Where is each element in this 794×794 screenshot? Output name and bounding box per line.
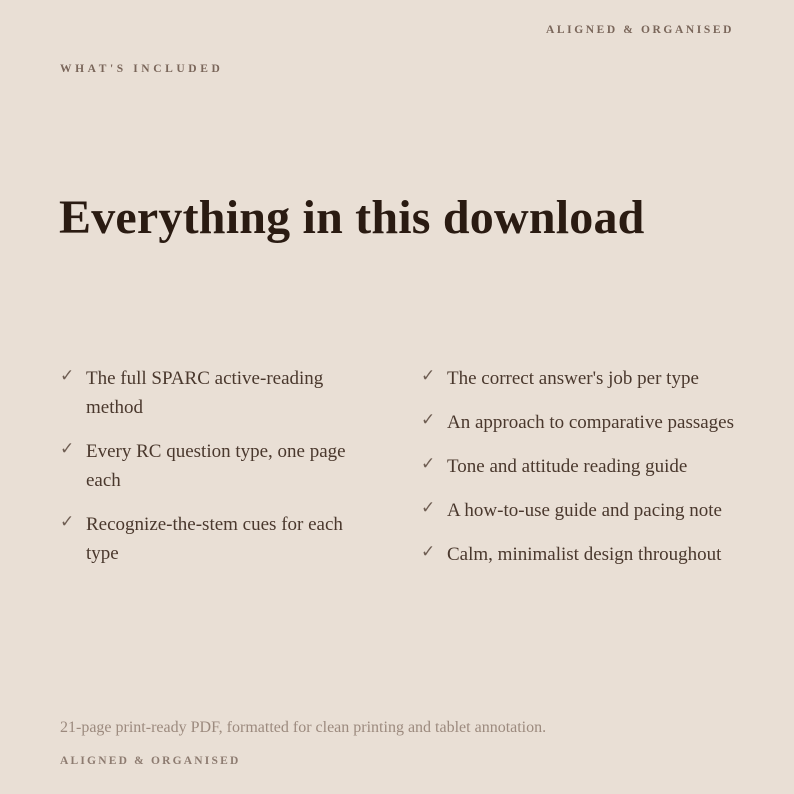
check-icon: ✓ [421, 454, 436, 474]
list-item [60, 437, 360, 495]
list-item [60, 364, 360, 422]
list-item-text: Every RC question type, one page each [86, 441, 346, 491]
list-item-text: A how-to-use guide and pacing note [447, 500, 722, 521]
page-title: Everything in this download [59, 191, 645, 244]
check-icon: ✓ [421, 410, 436, 430]
list-item-text: Recognize-the-stem cues for each type [86, 514, 343, 564]
list-item [421, 540, 741, 569]
check-icon: ✓ [421, 498, 436, 518]
check-icon: ✓ [60, 439, 75, 459]
list-item-text: The full SPARC active-reading method [86, 368, 324, 418]
brand-footer: ALIGNED & ORGANISED [60, 755, 241, 767]
check-icon: ✓ [421, 542, 436, 562]
check-icon: ✓ [60, 512, 75, 532]
list-item [421, 452, 741, 481]
list-item [421, 408, 741, 437]
list-item [60, 510, 360, 568]
list-item [421, 496, 741, 525]
check-icon: ✓ [60, 366, 75, 386]
section-eyebrow: WHAT'S INCLUDED [60, 63, 224, 75]
check-icon: ✓ [421, 366, 436, 386]
footnote: 21-page print-ready PDF, formatted for clean printing and tablet annotation. [60, 719, 547, 736]
list-item [421, 364, 741, 393]
feature-list-right [421, 364, 741, 584]
list-item-text: An approach to comparative passages [447, 412, 735, 433]
feature-list-left [60, 364, 360, 583]
list-item-text: Tone and attitude reading guide [447, 456, 688, 477]
brand-header: ALIGNED & ORGANISED [545, 24, 734, 36]
list-item-text: Calm, minimalist design throughout [447, 544, 722, 565]
list-item-text: The correct answer's job per type [447, 368, 699, 389]
